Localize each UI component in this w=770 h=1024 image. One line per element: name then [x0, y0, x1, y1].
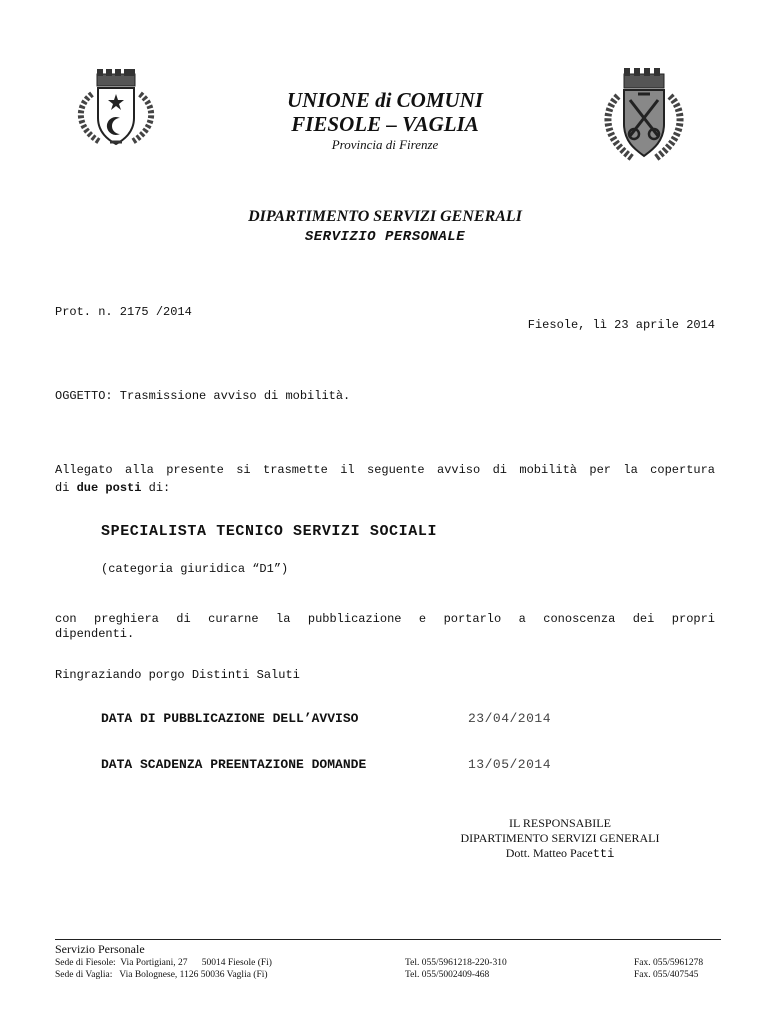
footer-fiesole-address: Sede di Fiesole: Via Portigiani, 27 50014 Fiesole (Fi)	[55, 958, 272, 968]
footer-vaglia-tel: Tel. 055/5002409-468	[405, 970, 490, 980]
request-line1: con preghiera di curarne la pubblicazione e portarlo a conoscenza dei propri	[55, 612, 715, 626]
position-title: SPECIALISTA TECNICO SERVIZI SOCIALI	[101, 523, 438, 540]
footer-vaglia-address: Sede di Vaglia: Via Bolognese, 1126 50036 Vaglia (Fi)	[55, 970, 268, 980]
signature-name	[440, 846, 680, 862]
footer-title: Servizio Personale	[55, 942, 145, 956]
closing-greeting: Ringraziando porgo Distinti Saluti	[55, 668, 300, 682]
department-heading: DIPARTIMENTO SERVIZI GENERALI	[248, 208, 522, 225]
signature-name-serif: Dott. Matteo Pace	[505, 846, 593, 860]
deadline-date-value: 13/05/2014	[468, 757, 552, 772]
signature-block	[440, 816, 680, 862]
service-heading: SERVIZIO PERSONALE	[304, 229, 466, 245]
intro-line1: Allegato alla presente si trasmette il seguente avviso di mobilità per la copertura	[55, 463, 715, 477]
signature-name-mono: tti	[592, 847, 615, 861]
signature-department: DIPARTIMENTO SERVIZI GENERALI	[460, 831, 660, 845]
publication-date-value: 23/04/2014	[468, 711, 552, 726]
publication-date-label: DATA DI PUBBLICAZIONE DELL’AVVISO	[101, 711, 359, 726]
request-line2: dipendenti.	[55, 627, 135, 641]
intro-line2-post: di:	[141, 481, 171, 495]
protocol-number: Prot. n. 2175 /2014	[55, 305, 192, 319]
deadline-date-label: DATA SCADENZA PREENTAZIONE DOMANDE	[101, 757, 367, 772]
footer-vaglia-fax: Fax. 055/407545	[634, 970, 699, 980]
intro-bold-count: due posti	[76, 481, 142, 495]
footer-fiesole-tel: Tel. 055/5961218-220-310	[405, 958, 507, 968]
request-paragraph	[55, 612, 715, 642]
place-date: Fiesole, lì 23 aprile 2014	[527, 318, 715, 332]
subject-line: OGGETTO: Trasmissione avviso di mobilità.	[55, 389, 351, 403]
org-title-line2: FIESOLE – VAGLIA	[291, 112, 479, 136]
intro-line2-pre: di	[55, 481, 77, 495]
footer-fiesole-fax: Fax. 055/5961278	[634, 958, 704, 968]
signature-role: IL RESPONSABILE	[509, 816, 611, 830]
province-label: Provincia di Firenze	[331, 137, 439, 152]
intro-paragraph	[55, 461, 715, 497]
position-category: (categoria giuridica “D1”)	[101, 562, 289, 576]
org-title-line1: UNIONE di COMUNI	[286, 88, 484, 112]
footer-divider	[55, 939, 721, 940]
